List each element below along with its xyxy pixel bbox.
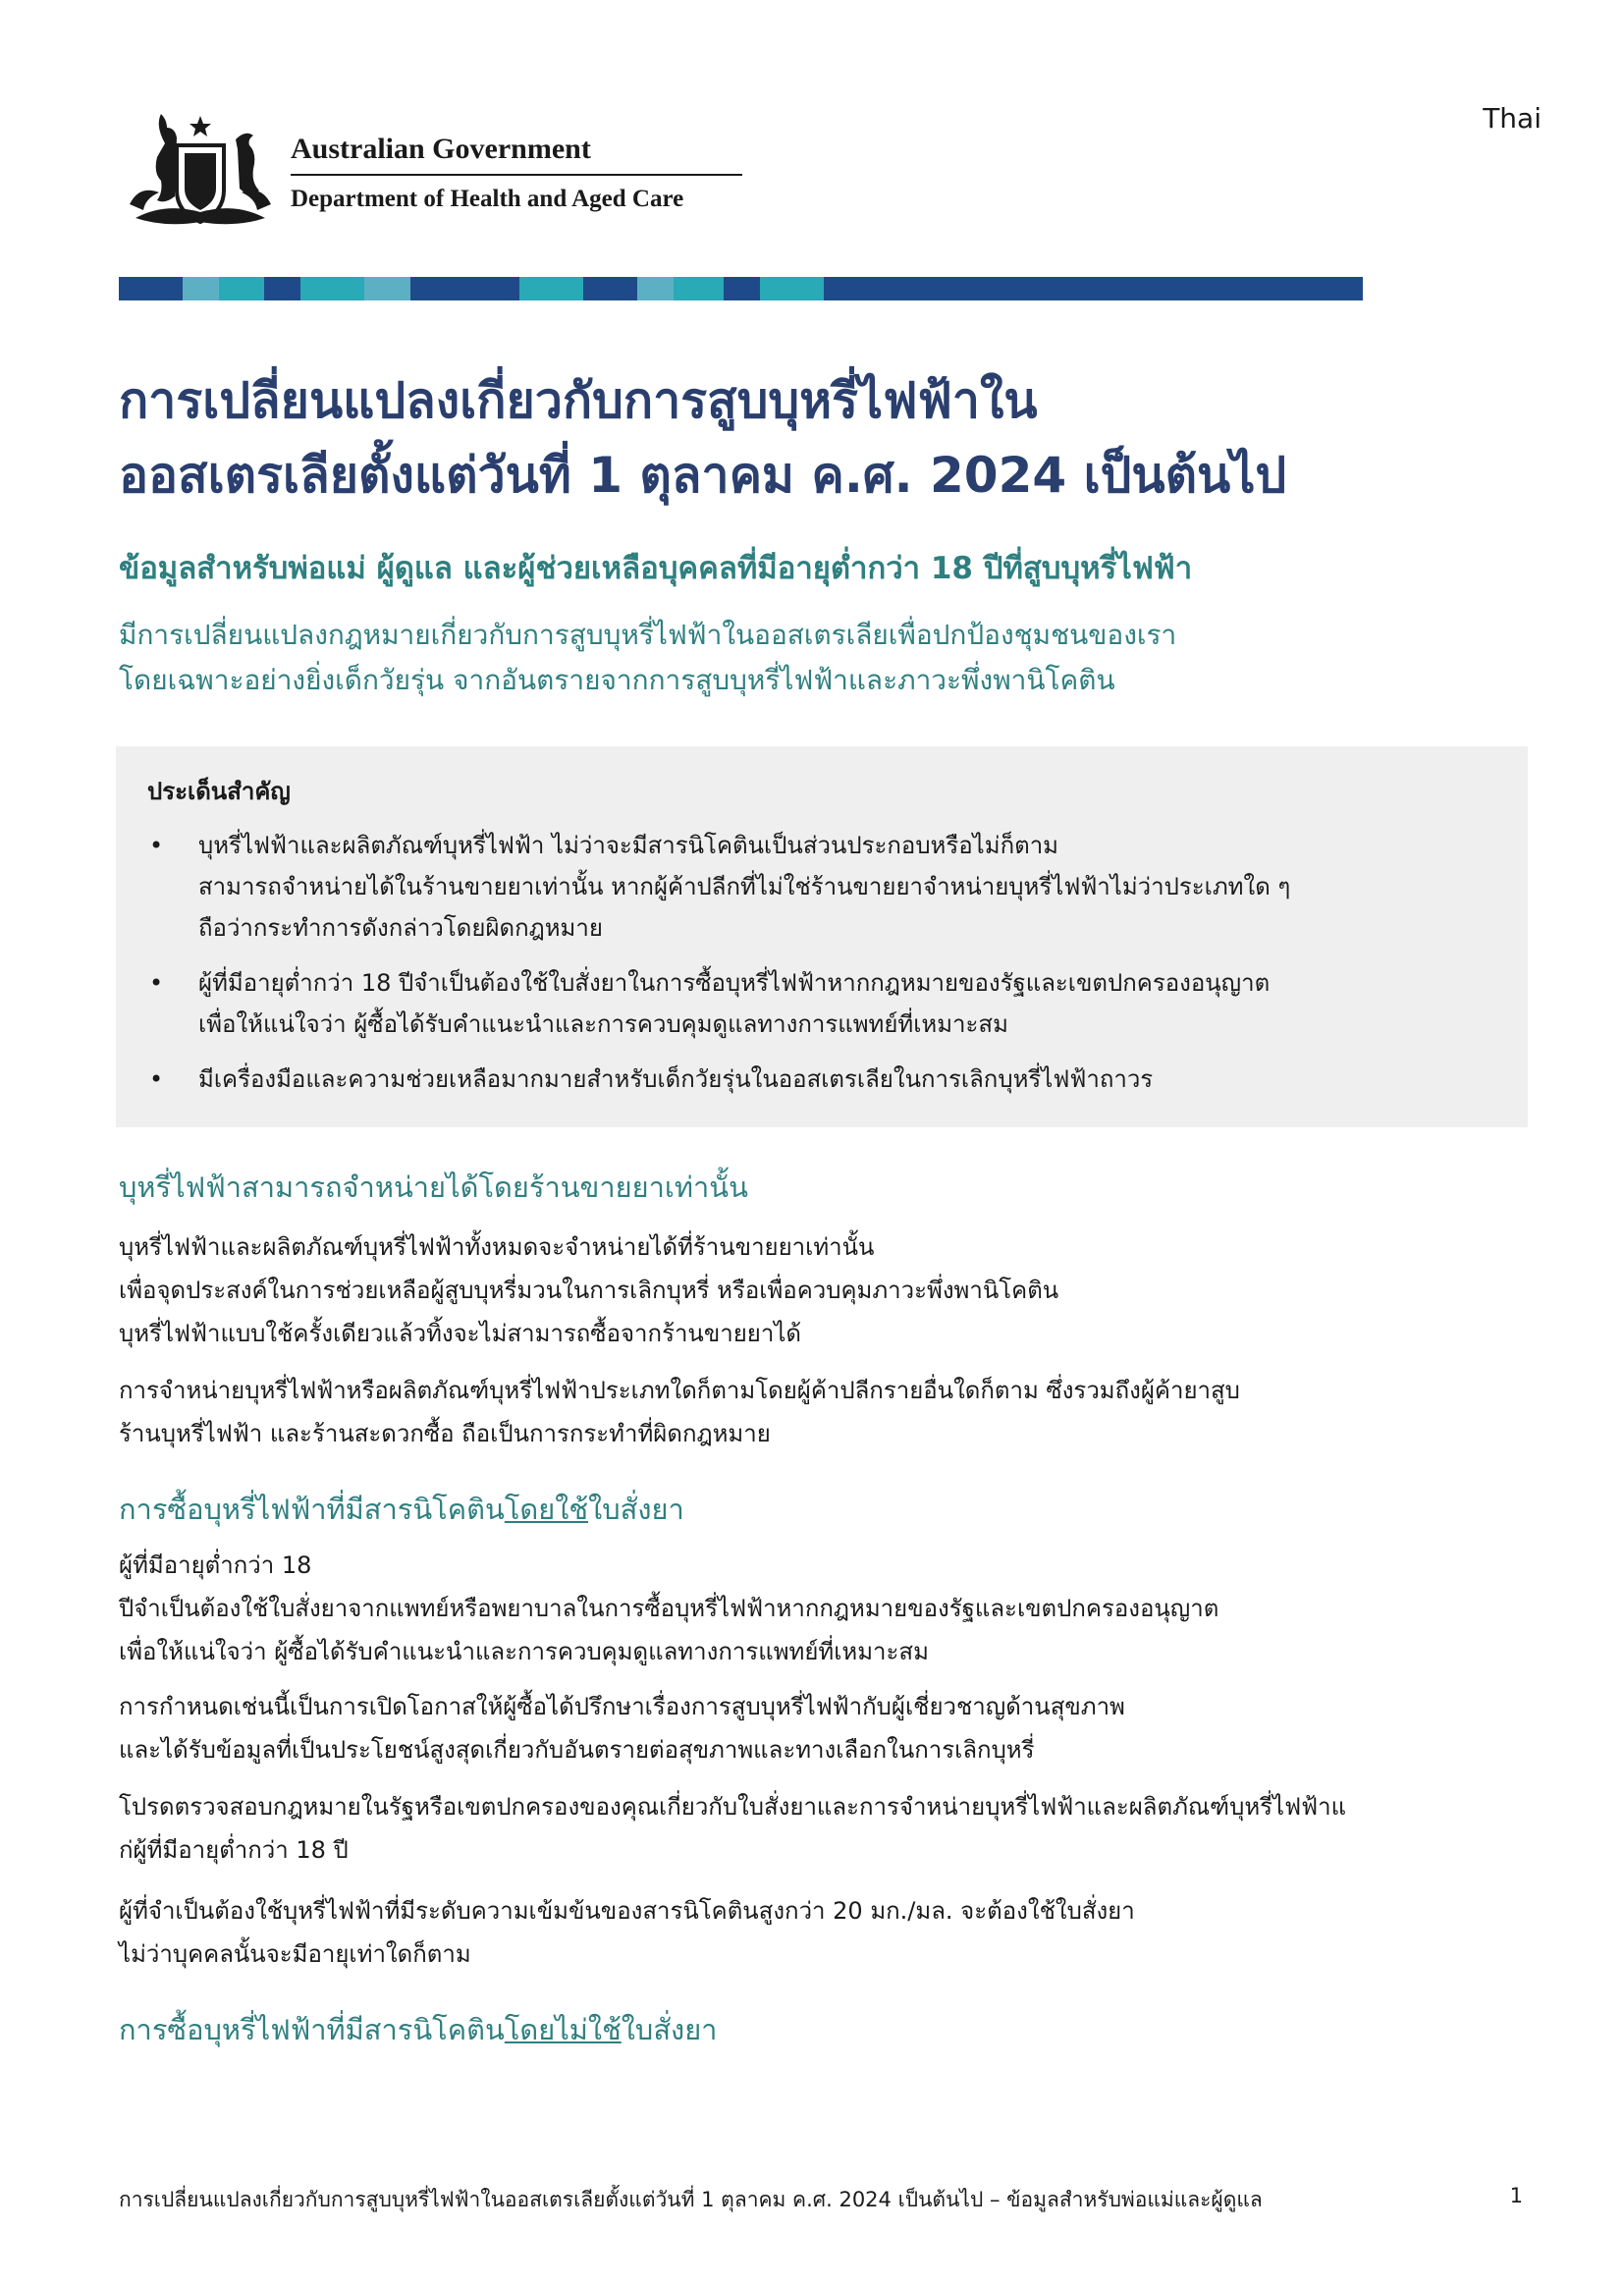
section-heading-with-prescription bbox=[119, 1487, 684, 1532]
paragraph bbox=[119, 1785, 1533, 1872]
key-point-text: เพื่อให้แน่ใจว่า ผู้ซื้อได้รับคำแนะนำและการควบคุมดูแลทางการแพทย์ที่เหมาะสม bbox=[198, 1010, 1008, 1038]
intro-line-1: มีการเปลี่ยนแปลงกฎหมายเกี่ยวกับการสูบบุหรี่ไฟฟ้าในออสเตรเลียเพื่อปกป้องชุมชนของเรา bbox=[119, 619, 1177, 651]
paragraph bbox=[119, 1889, 1533, 1976]
title-line-2: ออสเตรเลียตั้งแต่วันที่ 1 ตุลาคม ค.ศ. 2024 เป็นต้นไป bbox=[119, 447, 1287, 504]
key-points-heading: ประเด็นสำคัญ bbox=[147, 778, 291, 805]
page-subtitle: ข้อมูลสำหรับพ่อแม่ ผู้ดูแล และผู้ช่วยเหลือบุคคลที่มีอายุต่ำกว่า 18 ปีที่สูบบุหรี่ไฟฟ้า bbox=[119, 551, 1193, 586]
paragraph-line: ผู้ที่มีอายุต่ำกว่า 18 bbox=[119, 1551, 312, 1579]
key-point-item bbox=[147, 1059, 1502, 1100]
language-label: Thai bbox=[1483, 102, 1542, 135]
heading-text: ใบสั่งยา bbox=[621, 2013, 718, 2046]
agency-name bbox=[291, 133, 742, 213]
paragraph bbox=[119, 1685, 1533, 1771]
key-point-item bbox=[147, 962, 1502, 1045]
government-logo bbox=[116, 110, 742, 236]
paragraph bbox=[119, 1369, 1533, 1455]
heading-text: การซื้อบุหรี่ไฟฟ้าที่มีสารนิโคติน bbox=[119, 1493, 505, 1526]
key-points-list bbox=[147, 825, 1502, 1114]
coat-of-arms-icon bbox=[116, 110, 285, 236]
paragraph-line: ก่ผู้ที่มีอายุต่ำกว่า 18 ปี bbox=[119, 1836, 349, 1864]
paragraph-line: ไม่ว่าบุคคลนั้นจะมีอายุเท่าใดก็ตาม bbox=[119, 1940, 471, 1968]
paragraph-line: เพื่อให้แน่ใจว่า ผู้ซื้อได้รับคำแนะนำและการควบคุมดูแลทางการแพทย์ที่เหมาะสม bbox=[119, 1638, 929, 1665]
key-point-text: สามารถจำหน่ายได้ในร้านขายยาเท่านั้น หากผู้ค้าปลีกที่ไม่ใช่ร้านขายยาจำหน่ายบุหรี่ไฟฟ้าไม่ว่าประเภทใด ๆ bbox=[198, 873, 1291, 900]
footer-text: การเปลี่ยนแปลงเกี่ยวกับการสูบบุหรี่ไฟฟ้าในออสเตรเลียตั้งแต่วันที่ 1 ตุลาคม ค.ศ. 2024 เป็นต้นไป – ข้อมูลสำหรับพ่อแม่และผู้ดูแล bbox=[119, 2188, 1263, 2211]
paragraph-line: การจำหน่ายบุหรี่ไฟฟ้าหรือผลิตภัณฑ์บุหรี่ไฟฟ้าประเภทใดก็ตามโดยผู้ค้าปลีกรายอื่นใดก็ตาม ซึ่งรวมถึงผู้ค้ายาสูบ bbox=[119, 1377, 1240, 1404]
page-footer bbox=[119, 2184, 1533, 2216]
paragraph bbox=[119, 1225, 1533, 1355]
section-heading-without-prescription bbox=[119, 2007, 717, 2052]
paragraph-line: บุหรี่ไฟฟ้าแบบใช้ครั้งเดียวแล้วทิ้งจะไม่สามารถซื้อจากร้านขายยาได้ bbox=[119, 1320, 801, 1347]
paragraph-line: การกำหนดเช่นนี้เป็นการเปิดโอกาสให้ผู้ซื้อได้ปรึกษาเรื่องการสูบบุหรี่ไฟฟ้ากับผู้เชี่ยวชาญด้านสุขภาพ bbox=[119, 1693, 1125, 1720]
government-name: Australian Government bbox=[291, 133, 591, 165]
key-point-text: บุหรี่ไฟฟ้าและผลิตภัณฑ์บุหรี่ไฟฟ้า ไม่ว่าจะมีสารนิโคตินเป็นส่วนประกอบหรือไม่ก็ตาม bbox=[198, 832, 1058, 859]
title-line-1: การเปลี่ยนแปลงเกี่ยวกับการสูบบุหรี่ไฟฟ้าใน bbox=[119, 372, 1038, 429]
paragraph-line: บุหรี่ไฟฟ้าและผลิตภัณฑ์บุหรี่ไฟฟ้าทั้งหมดจะจำหน่ายได้ที่ร้านขายยาเท่านั้น bbox=[119, 1233, 875, 1261]
heading-text: การซื้อบุหรี่ไฟฟ้าที่มีสารนิโคติน bbox=[119, 2013, 505, 2046]
heading-underlined-text: โดยใช้ bbox=[504, 1493, 589, 1526]
key-point-text: ผู้ที่มีอายุต่ำกว่า 18 ปีจำเป็นต้องใช้ใบสั่งยาในการซื้อบุหรี่ไฟฟ้าหากกฎหมายของรัฐและเขตปกครองอนุญาต bbox=[198, 969, 1271, 997]
bullet-icon: • bbox=[149, 969, 164, 997]
paragraph-line: เพื่อจุดประสงค์ในการช่วยเหลือผู้สูบบุหรี่มวนในการเลิกบุหรี่ หรือเพื่อควบคุมภาวะพึ่งพานิโคติน bbox=[119, 1277, 1059, 1304]
section-heading-pharmacy-only: บุหรี่ไฟฟ้าสามารถจำหน่ายได้โดยร้านขายยาเท่านั้น bbox=[119, 1170, 748, 1204]
bullet-icon: • bbox=[149, 1065, 164, 1093]
page-number: 1 bbox=[1509, 2184, 1523, 2207]
paragraph-line: ปีจำเป็นต้องใช้ใบสั่งยาจากแพทย์หรือพยาบาลในการซื้อบุหรี่ไฟฟ้าหากกฎหมายของรัฐและเขตปกครองอนุญาต bbox=[119, 1595, 1219, 1622]
paragraph bbox=[119, 1544, 1533, 1673]
paragraph-line: และได้รับข้อมูลที่เป็นประโยชน์สูงสุดเกี่ยวกับอันตรายต่อสุขภาพและทางเลือกในการเลิกบุหรี่ bbox=[119, 1736, 1035, 1764]
intro-paragraph bbox=[119, 613, 1533, 703]
heading-underlined-text: โดยไม่ใช้ bbox=[504, 2013, 622, 2046]
department-name: Department of Health and Aged Care bbox=[291, 186, 684, 212]
key-points-box bbox=[116, 746, 1528, 1127]
paragraph-line: ร้านบุหรี่ไฟฟ้า และร้านสะดวกซื้อ ถือเป็นการกระทำที่ผิดกฎหมาย bbox=[119, 1420, 771, 1447]
bullet-icon: • bbox=[149, 832, 164, 859]
page-title bbox=[119, 363, 1552, 513]
header-stripe bbox=[119, 277, 1363, 300]
heading-text: ใบสั่งยา bbox=[588, 1493, 684, 1526]
key-point-text: มีเครื่องมือและความช่วยเหลือมากมายสำหรับเด็กวัยรุ่นในออสเตรเลียในการเลิกบุหรี่ไฟฟ้าถาวร bbox=[198, 1065, 1154, 1093]
intro-line-2: โดยเฉพาะอย่างยิ่งเด็กวัยรุ่น จากอันตรายจากการสูบบุหรี่ไฟฟ้าและภาวะพึ่งพานิโคติน bbox=[119, 664, 1115, 696]
paragraph-line: โปรดตรวจสอบกฎหมายในรัฐหรือเขตปกครองของคุณเกี่ยวกับใบสั่งยาและการจำหน่ายบุหรี่ไฟฟ้าและผลิตภัณฑ์บุหรี่ไฟฟ้าแ bbox=[119, 1793, 1347, 1821]
key-point-item bbox=[147, 825, 1502, 949]
key-point-text: ถือว่ากระทำการดังกล่าวโดยผิดกฎหมาย bbox=[198, 914, 603, 942]
paragraph-line: ผู้ที่จำเป็นต้องใช้บุหรี่ไฟฟ้าที่มีระดับความเข้มข้นของสารนิโคตินสูงกว่า 20 มก./มล. จะต้องใช้ใบสั่งยา bbox=[119, 1897, 1135, 1925]
